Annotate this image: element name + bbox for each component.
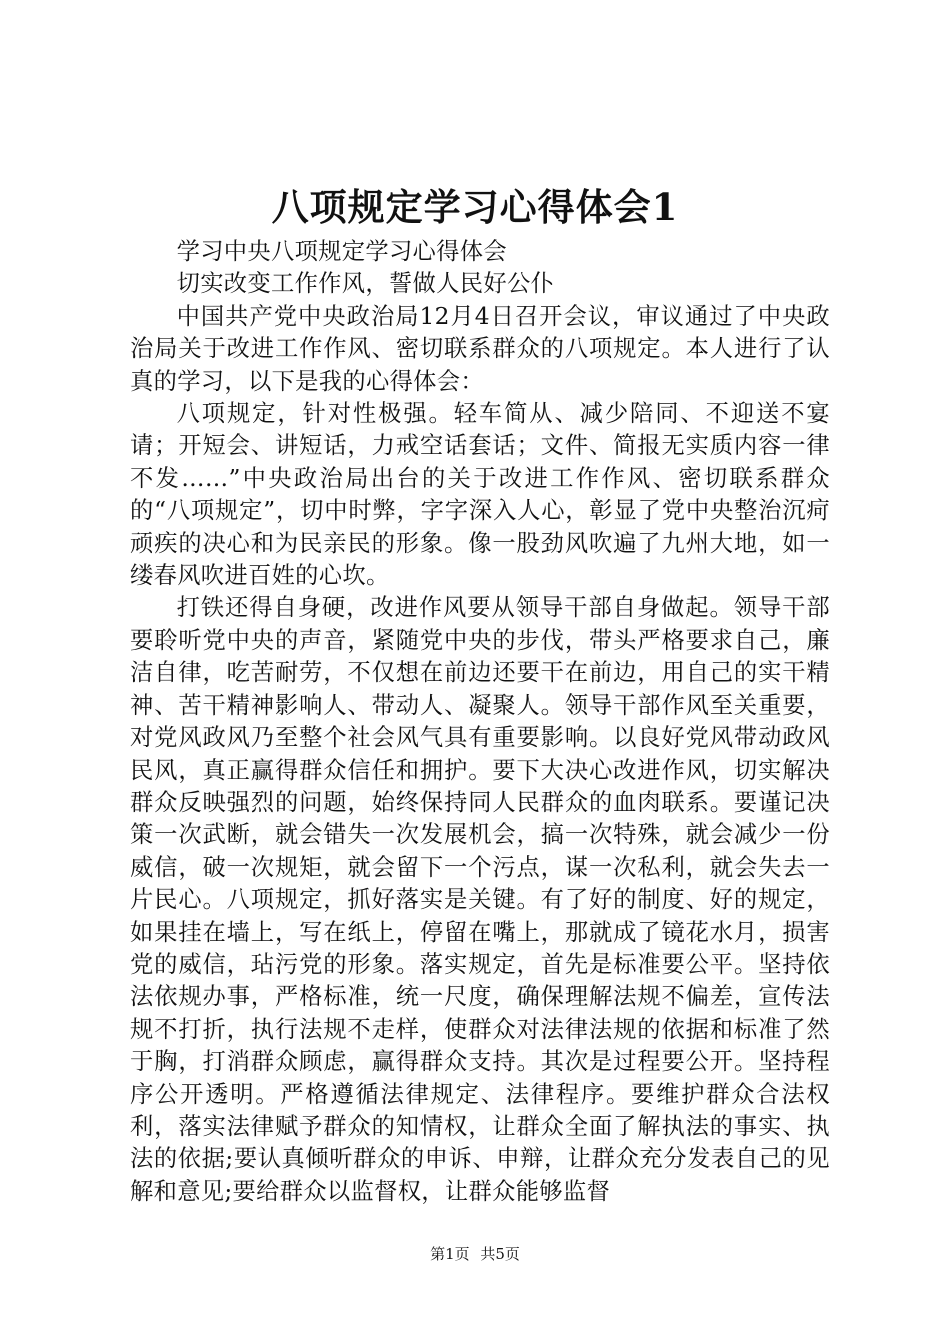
document-body [130, 236, 830, 1208]
page-footer: 第1页 共5页 [430, 1245, 520, 1263]
paragraph-theme: 切实改变工作作风，誓做人民好公仆 [176, 270, 555, 298]
paragraph-intro: 中国共产党中央政治局12月4日召开会议，审议通过了中央政治局关于改进工作作风、密切联系群众的八项规定。本人进行了认真的学习，以下是我的心得体会： [130, 302, 830, 395]
paragraph-leadership: 打铁还得自身硬，改进作风要从领导干部自身做起。领导干部要聆听党中央的声音，紧随党中央的步伐，带头严格要求自己，廉洁自律，吃苦耐劳，不仅想在前边还要干在前边，用自己的实干精神、苦干精神影响人、带动人、凝聚人。领导干部作风至关重要，对党风政风乃至整个社会风气具有重要影响。以良好党风带动政风民风，真正赢得群众信任和拥护。要下大决心改进作风，切实解决群众反映强烈的问题，始终保持同人民群众的血肉联系。要谨记决策一次武断，就会错失一次发展机会，搞一次特殊，就会减少一份威信，破一次规矩，就会留下一个污点，谋一次私利，就会失去一片民心。八项规定，抓好落实是关键。有了好的制度、好的规定，如果挂在墙上，写在纸上，停留在嘴上，那就成了镜花水月，损害党的威信，玷污党的形象。落实规定，首先是标准要公平。坚持依法依规办事，严格标准，统一尺度，确保理解法规不偏差，宣传法规不打折，执行法规不走样，使群众对法律法规的依据和标准了然于胸，打消群众顾虑，赢得群众支持。其次是过程要公开。坚持程序公开透明。严格遵循法律规定、法律程序。要维护群众合法权利，落实法律赋予群众的知情权，让群众全面了解执法的事实、执法的依据;要认真倾听群众的申诉、申辩，让群众充分发表自己的见解和意见;要给群众以监督权，让群众能够监督 [130, 594, 830, 1205]
document-title: 八项规定学习心得体会1 [271, 185, 679, 229]
paragraph-eight-rules: 八项规定，针对性极强。轻车简从、减少陪同、不迎送不宴请；开短会、讲短话，力戒空话套话；文件、简报无实质内容一律不发……”中央政治局出台的关于改进工作作风、密切联系群众的“八项规定”，切中时弊，字字深入人心，彰显了党中央整治沉疴顽疾的决心和为民亲民的形象。像一股劲风吹遍了九州大地，如一缕春风吹进百姓的心坎。 [130, 400, 830, 590]
paragraph-subtitle: 学习中央八项规定学习心得体会 [176, 238, 507, 265]
